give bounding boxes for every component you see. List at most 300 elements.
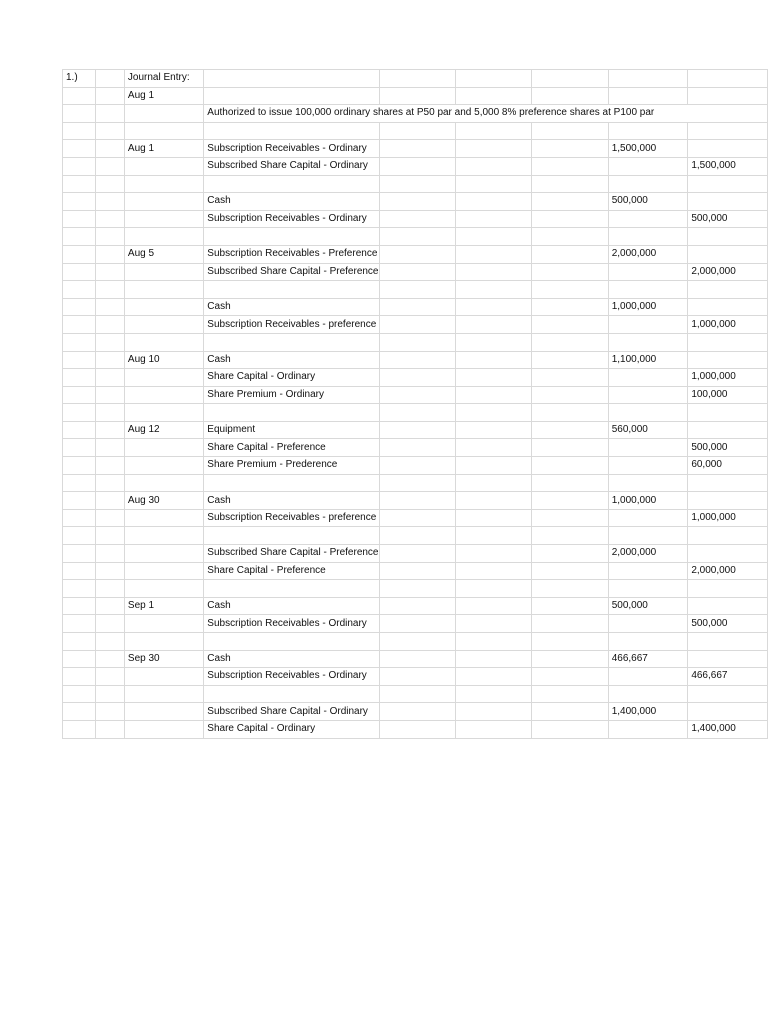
credit-cell (688, 492, 768, 510)
blank-cell (455, 70, 531, 88)
journal-row (63, 87, 768, 105)
blank-cell (455, 474, 531, 492)
journal-row (63, 298, 768, 316)
blank-cell (95, 122, 124, 140)
blank-cell (379, 263, 455, 281)
blank-cell (379, 439, 455, 457)
credit-cell (688, 404, 768, 422)
credit-cell: 1,400,000 (688, 720, 768, 738)
blank-cell (95, 404, 124, 422)
blank-cell (455, 175, 531, 193)
account-cell: Cash (204, 351, 379, 369)
date-cell (124, 580, 203, 598)
blank-cell (63, 245, 96, 263)
account-cell: Cash (204, 193, 379, 211)
blank-cell (532, 70, 608, 88)
blank-cell (379, 316, 455, 334)
blank-cell (532, 650, 608, 668)
blank-cell (455, 369, 531, 387)
blank-cell (455, 597, 531, 615)
blank-cell (455, 193, 531, 211)
account-cell: Share Capital - Preference (204, 562, 379, 580)
date-cell (124, 509, 203, 527)
account-cell (204, 122, 379, 140)
blank-cell (455, 333, 531, 351)
credit-cell: 500,000 (688, 439, 768, 457)
account-cell: Equipment (204, 421, 379, 439)
blank-cell (379, 333, 455, 351)
account-cell: Subscription Receivables - Ordinary (204, 140, 379, 158)
blank-cell (63, 404, 96, 422)
blank-cell (379, 193, 455, 211)
debit-cell (608, 439, 688, 457)
debit-cell (608, 580, 688, 598)
blank-cell (63, 720, 96, 738)
journal-row (63, 633, 768, 651)
blank-cell (63, 492, 96, 510)
credit-cell (688, 122, 768, 140)
journal-row (63, 157, 768, 175)
debit-cell: 1,000,000 (608, 492, 688, 510)
credit-cell (688, 193, 768, 211)
blank-cell (95, 105, 124, 123)
blank-cell (455, 509, 531, 527)
credit-cell: 1,000,000 (688, 509, 768, 527)
blank-cell (379, 492, 455, 510)
journal-row (63, 122, 768, 140)
debit-cell (608, 210, 688, 228)
debit-cell (608, 263, 688, 281)
blank-cell (379, 157, 455, 175)
blank-cell (204, 70, 379, 88)
blank-cell (532, 509, 608, 527)
debit-cell: 560,000 (608, 421, 688, 439)
date-cell (124, 193, 203, 211)
blank-cell (532, 527, 608, 545)
credit-cell (688, 545, 768, 563)
blank-cell (95, 703, 124, 721)
date-cell (124, 668, 203, 686)
heading-cell: Journal Entry: (124, 70, 203, 88)
credit-cell (688, 527, 768, 545)
debit-cell: 2,000,000 (608, 545, 688, 563)
blank-cell (95, 668, 124, 686)
journal-row (63, 281, 768, 299)
blank-cell (63, 351, 96, 369)
blank-cell (95, 650, 124, 668)
account-cell (204, 281, 379, 299)
blank-cell (455, 492, 531, 510)
blank-cell (95, 597, 124, 615)
account-cell: Cash (204, 650, 379, 668)
date-cell (124, 615, 203, 633)
credit-cell (688, 87, 768, 105)
blank-cell (532, 281, 608, 299)
debit-cell (608, 509, 688, 527)
blank-cell (95, 228, 124, 246)
credit-cell: 466,667 (688, 668, 768, 686)
blank-cell (532, 298, 608, 316)
account-cell (204, 404, 379, 422)
credit-cell (688, 421, 768, 439)
blank-cell (532, 633, 608, 651)
credit-cell (688, 228, 768, 246)
credit-cell: 500,000 (688, 210, 768, 228)
account-cell: Share Capital - Ordinary (204, 369, 379, 387)
journal-row (63, 492, 768, 510)
blank-cell (455, 351, 531, 369)
blank-cell (379, 545, 455, 563)
blank-cell (63, 545, 96, 563)
date-cell (124, 527, 203, 545)
blank-cell (455, 87, 531, 105)
credit-cell (688, 597, 768, 615)
journal-row (63, 580, 768, 598)
blank-cell (63, 421, 96, 439)
blank-cell (455, 157, 531, 175)
blank-cell (95, 175, 124, 193)
blank-cell (379, 509, 455, 527)
blank-cell (532, 685, 608, 703)
date-cell (124, 386, 203, 404)
journal-row (63, 668, 768, 686)
date-cell: Aug 1 (124, 87, 203, 105)
account-cell: Subscription Receivables - preference (204, 316, 379, 334)
credit-cell (688, 650, 768, 668)
blank-cell (379, 703, 455, 721)
date-cell (124, 263, 203, 281)
blank-cell (455, 457, 531, 475)
blank-cell (95, 439, 124, 457)
date-cell (124, 685, 203, 703)
blank-cell (63, 615, 96, 633)
date-cell (124, 210, 203, 228)
blank-cell (95, 562, 124, 580)
debit-cell (608, 386, 688, 404)
blank-cell (95, 140, 124, 158)
blank-cell (95, 193, 124, 211)
blank-cell (532, 545, 608, 563)
debit-cell: 2,000,000 (608, 245, 688, 263)
blank-cell (95, 615, 124, 633)
blank-cell (63, 509, 96, 527)
journal-row (63, 597, 768, 615)
date-cell: Aug 30 (124, 492, 203, 510)
credit-cell (688, 333, 768, 351)
blank-cell (95, 527, 124, 545)
blank-cell (455, 668, 531, 686)
blank-cell (379, 562, 455, 580)
journal-row (63, 404, 768, 422)
blank-cell (63, 298, 96, 316)
debit-cell (608, 633, 688, 651)
blank-cell (532, 210, 608, 228)
blank-cell (95, 245, 124, 263)
journal-row (63, 615, 768, 633)
blank-cell (532, 245, 608, 263)
blank-cell (379, 650, 455, 668)
credit-cell (688, 175, 768, 193)
date-cell (124, 298, 203, 316)
blank-cell (95, 386, 124, 404)
debit-cell: 1,000,000 (608, 298, 688, 316)
debit-cell (608, 316, 688, 334)
blank-cell (455, 386, 531, 404)
blank-cell (532, 668, 608, 686)
journal-row (63, 245, 768, 263)
blank-cell (63, 703, 96, 721)
journal-row (63, 562, 768, 580)
problem-number-cell: 1.) (63, 70, 96, 88)
blank-cell (379, 245, 455, 263)
account-cell (204, 580, 379, 598)
blank-cell (63, 369, 96, 387)
blank-cell (379, 633, 455, 651)
journal-row (63, 527, 768, 545)
blank-cell (532, 492, 608, 510)
blank-cell (379, 87, 455, 105)
date-cell (124, 474, 203, 492)
journal-row (63, 193, 768, 211)
account-cell: Subscription Receivables - Preference (204, 245, 379, 263)
date-cell (124, 439, 203, 457)
blank-cell (532, 404, 608, 422)
blank-cell (379, 122, 455, 140)
journal-row (63, 685, 768, 703)
blank-cell (95, 545, 124, 563)
memo-cell: Authorized to issue 100,000 ordinary shares at P50 par and 5,000 8% preference shares at P100 par (204, 105, 768, 123)
blank-cell (455, 281, 531, 299)
blank-cell (455, 650, 531, 668)
account-cell: Share Capital - Preference (204, 439, 379, 457)
blank-cell (95, 210, 124, 228)
blank-cell (532, 580, 608, 598)
debit-cell: 466,667 (608, 650, 688, 668)
blank-cell (532, 386, 608, 404)
debit-cell: 1,100,000 (608, 351, 688, 369)
blank-cell (63, 281, 96, 299)
credit-cell: 2,000,000 (688, 263, 768, 281)
blank-cell (532, 474, 608, 492)
blank-cell (532, 369, 608, 387)
date-cell: Aug 10 (124, 351, 203, 369)
debit-cell (608, 333, 688, 351)
credit-cell: 1,500,000 (688, 157, 768, 175)
blank-cell (63, 668, 96, 686)
debit-cell: 1,500,000 (608, 140, 688, 158)
account-cell: Subscription Receivables - Ordinary (204, 210, 379, 228)
blank-cell (95, 369, 124, 387)
blank-cell (379, 685, 455, 703)
blank-cell (95, 333, 124, 351)
blank-cell (532, 140, 608, 158)
blank-cell (532, 597, 608, 615)
blank-cell (379, 351, 455, 369)
date-cell (124, 333, 203, 351)
blank-cell (532, 615, 608, 633)
account-cell: Share Premium - Prederence (204, 457, 379, 475)
account-cell: Subscription Receivables - Ordinary (204, 668, 379, 686)
credit-cell: 100,000 (688, 386, 768, 404)
journal-row (63, 703, 768, 721)
blank-cell (95, 457, 124, 475)
blank-cell (379, 70, 455, 88)
journal-row (63, 720, 768, 738)
blank-cell (379, 369, 455, 387)
blank-cell (63, 386, 96, 404)
blank-cell (532, 157, 608, 175)
debit-cell: 500,000 (608, 193, 688, 211)
account-cell: Subscription Receivables - preference (204, 509, 379, 527)
debit-cell (608, 457, 688, 475)
account-cell: Subscribed Share Capital - Preference (204, 545, 379, 563)
date-cell (124, 703, 203, 721)
blank-cell (455, 245, 531, 263)
account-cell: Subscribed Share Capital - Preference (204, 263, 379, 281)
blank-cell (379, 597, 455, 615)
blank-cell (379, 281, 455, 299)
blank-cell (455, 140, 531, 158)
blank-cell (63, 122, 96, 140)
blank-cell (63, 633, 96, 651)
blank-cell (532, 562, 608, 580)
blank-cell (688, 70, 768, 88)
credit-cell (688, 703, 768, 721)
blank-cell (455, 720, 531, 738)
blank-cell (532, 720, 608, 738)
journal-row (63, 228, 768, 246)
account-cell (204, 685, 379, 703)
blank-cell (379, 668, 455, 686)
credit-cell: 2,000,000 (688, 562, 768, 580)
blank-cell (95, 421, 124, 439)
blank-cell (455, 615, 531, 633)
credit-cell (688, 351, 768, 369)
journal-row (63, 140, 768, 158)
blank-cell (379, 210, 455, 228)
blank-cell (95, 298, 124, 316)
journal-entry-sheet (62, 69, 768, 739)
blank-cell (532, 87, 608, 105)
blank-cell (63, 316, 96, 334)
blank-cell (455, 421, 531, 439)
blank-cell (532, 457, 608, 475)
account-cell (204, 175, 379, 193)
credit-cell (688, 685, 768, 703)
blank-cell (95, 720, 124, 738)
journal-row (63, 105, 768, 123)
debit-cell (608, 228, 688, 246)
blank-cell (455, 228, 531, 246)
date-cell (124, 157, 203, 175)
date-cell (124, 369, 203, 387)
credit-cell: 1,000,000 (688, 316, 768, 334)
blank-cell (63, 263, 96, 281)
blank-cell (379, 386, 455, 404)
credit-cell (688, 474, 768, 492)
journal-row (63, 316, 768, 334)
journal-row (63, 421, 768, 439)
account-cell (204, 474, 379, 492)
debit-cell (608, 562, 688, 580)
blank-cell (379, 457, 455, 475)
account-cell: Cash (204, 597, 379, 615)
blank-cell (63, 228, 96, 246)
blank-cell (455, 122, 531, 140)
account-cell: Subscribed Share Capital - Ordinary (204, 703, 379, 721)
blank-cell (532, 703, 608, 721)
blank-cell (455, 633, 531, 651)
blank-cell (455, 703, 531, 721)
journal-row (63, 650, 768, 668)
blank-cell (379, 228, 455, 246)
blank-cell (532, 316, 608, 334)
journal-row (63, 175, 768, 193)
journal-row (63, 210, 768, 228)
blank-cell (63, 474, 96, 492)
blank-cell (95, 580, 124, 598)
journal-row (63, 439, 768, 457)
blank-cell (532, 175, 608, 193)
sheet-body (63, 70, 768, 739)
journal-row (63, 263, 768, 281)
date-cell (124, 105, 203, 123)
blank-cell (63, 87, 96, 105)
debit-cell (608, 175, 688, 193)
credit-cell (688, 245, 768, 263)
account-cell: Share Capital - Ordinary (204, 720, 379, 738)
account-cell: Subscribed Share Capital - Ordinary (204, 157, 379, 175)
blank-cell (63, 597, 96, 615)
account-cell (204, 228, 379, 246)
account-cell (204, 527, 379, 545)
journal-row (63, 333, 768, 351)
credit-cell: 500,000 (688, 615, 768, 633)
credit-cell: 1,000,000 (688, 369, 768, 387)
account-cell (204, 333, 379, 351)
journal-row (63, 351, 768, 369)
blank-cell (379, 474, 455, 492)
blank-cell (455, 316, 531, 334)
blank-cell (63, 580, 96, 598)
blank-cell (379, 615, 455, 633)
date-cell (124, 545, 203, 563)
blank-cell (379, 720, 455, 738)
blank-cell (379, 140, 455, 158)
blank-cell (455, 263, 531, 281)
date-cell: Aug 12 (124, 421, 203, 439)
blank-cell (63, 527, 96, 545)
debit-cell (608, 615, 688, 633)
date-cell (124, 122, 203, 140)
debit-cell (608, 122, 688, 140)
blank-cell (95, 316, 124, 334)
date-cell (124, 228, 203, 246)
debit-cell (608, 369, 688, 387)
header-row (63, 70, 768, 88)
debit-cell (608, 720, 688, 738)
account-cell (204, 633, 379, 651)
debit-cell (608, 527, 688, 545)
date-cell (124, 316, 203, 334)
blank-cell (379, 421, 455, 439)
blank-cell (63, 105, 96, 123)
blank-cell (532, 333, 608, 351)
blank-cell (63, 333, 96, 351)
journal-row (63, 457, 768, 475)
account-cell: Subscription Receivables - Ordinary (204, 615, 379, 633)
credit-cell (688, 281, 768, 299)
